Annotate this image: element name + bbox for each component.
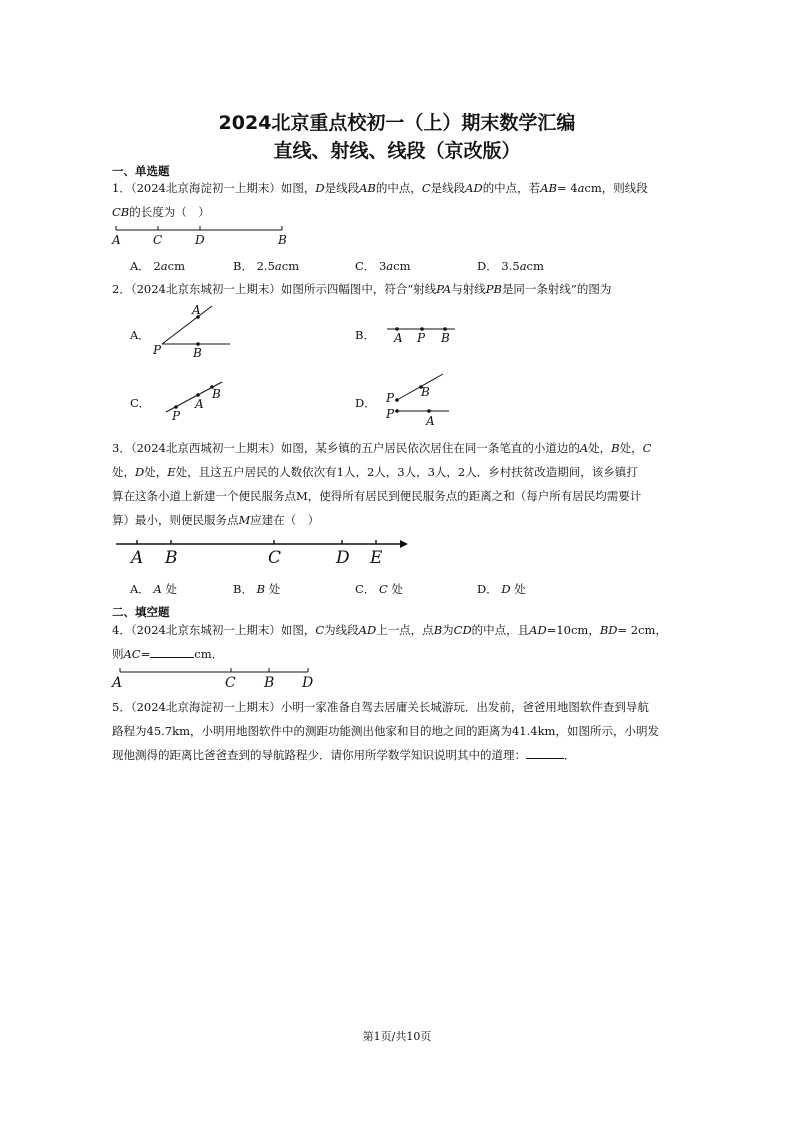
label-e: E [370, 548, 383, 568]
label-b: B [278, 233, 287, 247]
question-5-line-2: 路程为45.7km，小明用地图软件中的测距功能测出他家和目的地之间的距离为41.4km，如图所示，小明发 [112, 724, 659, 738]
label-a: A [112, 233, 121, 247]
question-4-line-2: 则AC= cm． [112, 647, 224, 661]
question-1-line-1: 1．（2024北京海淀初一上期末）如图，D是线段AB的中点，C是线段AD的中点，若AB= 4acm，则线段 [112, 181, 648, 195]
q3-option-d[interactable]: D． D 处 [477, 582, 526, 596]
label-b: B [165, 548, 178, 568]
question-3-line-1: 3．（2024北京西城初一上期末）如图，某乡镇的五户居民依次居住在同一条笔直的小道边的A处，B处，C [112, 441, 652, 455]
question-2-line-1: 2．（2024北京东城初一上期末）如图所示四幅图中，符合“射线PA与射线PB是同一条射线”的图为 [112, 282, 612, 296]
page-footer: 第1页/共10页 [362, 1030, 432, 1043]
label-c: C [225, 675, 236, 691]
label-p-upper: P [386, 391, 395, 405]
ray-pa [162, 306, 212, 344]
arrow-head [400, 540, 408, 548]
label-b: B [441, 331, 450, 345]
label-p-lower: P [386, 407, 395, 421]
question-5-line-3: 现他测得的距离比爸爸查到的导航路程少．请你用所学数学知识说明其中的道理： ． [112, 748, 576, 762]
label-a: A [192, 303, 201, 317]
q1-option-d[interactable]: D． 3.5acm [477, 259, 544, 273]
label-a: A [131, 548, 144, 568]
q2-option-a-label[interactable]: A． [130, 328, 150, 342]
label-d: D [336, 548, 350, 568]
section-single-choice: 一、单选题 [112, 164, 170, 178]
question-4-line-1: 4．（2024北京东城初一上期末）如图，C为线段AD上一点，点B为CD的中点，且AD=10cm，BD= 2cm， [112, 623, 667, 637]
q2-figure-a[interactable] [150, 302, 240, 362]
point-a [427, 409, 431, 413]
label-d: D [302, 675, 314, 691]
answer-blank[interactable] [526, 748, 564, 759]
q2-option-b-label[interactable]: B． [355, 328, 375, 342]
question-4-figure [112, 664, 322, 694]
question-3-figure [112, 534, 412, 574]
q1-option-b[interactable]: B． 2.5acm [233, 259, 300, 273]
label-b: B [212, 387, 221, 401]
q1-option-a[interactable]: A． 2acm [130, 259, 186, 273]
label-b: B [264, 675, 275, 691]
q2-figure-c[interactable] [160, 376, 240, 426]
label-a: A [112, 675, 123, 691]
q2-option-d-label[interactable]: D． [355, 396, 376, 410]
question-1-figure [112, 222, 302, 252]
question-3-line-2: 处，D处，E处，且这五户居民的人数依次有1人，2人，3人，3人，2人．乡村扶贫改造期间，该乡镇打 [112, 465, 638, 479]
label-a: A [195, 397, 204, 411]
question-3-line-4: 算）最小，则便民服务点M应建在（ ） [112, 513, 320, 527]
label-p: P [172, 409, 181, 423]
q3-option-b[interactable]: B． B 处 [233, 582, 281, 596]
page-subtitle: 直线、射线、线段（京改版） [273, 140, 521, 162]
q2-option-c-label[interactable]: C． [130, 396, 151, 410]
q2-figure-d[interactable] [385, 368, 465, 430]
label-a: A [426, 414, 435, 428]
q1-option-c[interactable]: C． 3acm [355, 259, 411, 273]
label-d: D [195, 233, 205, 247]
point-p-upper [395, 398, 399, 402]
answer-blank[interactable] [150, 647, 194, 658]
label-b: B [193, 346, 202, 360]
label-p: P [417, 331, 426, 345]
label-b: B [421, 385, 430, 399]
label-c: C [268, 548, 282, 568]
q2-figure-b[interactable] [385, 318, 465, 348]
label-p: P [153, 343, 162, 357]
q3-option-a[interactable]: A． A 处 [130, 582, 177, 596]
label-a: A [394, 331, 403, 345]
question-1-line-2: CB的长度为（ ） [112, 205, 210, 219]
question-5-line-1: 5．（2024北京海淀初一上期末）小明一家准备自驾去居庸关长城游玩．出发前，爸爸用地图软件查到导航 [112, 700, 649, 714]
q3-option-c[interactable]: C． C 处 [355, 582, 403, 596]
label-c: C [153, 233, 163, 247]
section-fill-in: 二、填空题 [112, 605, 170, 619]
question-3-line-3: 算在这条小道上新建一个便民服务点M，使得所有居民到便民服务点的距离之和（每户所有居民均需要计 [112, 489, 642, 503]
point-p-lower [395, 409, 399, 413]
page-title: 2024北京重点校初一（上）期末数学汇编 [218, 112, 576, 134]
